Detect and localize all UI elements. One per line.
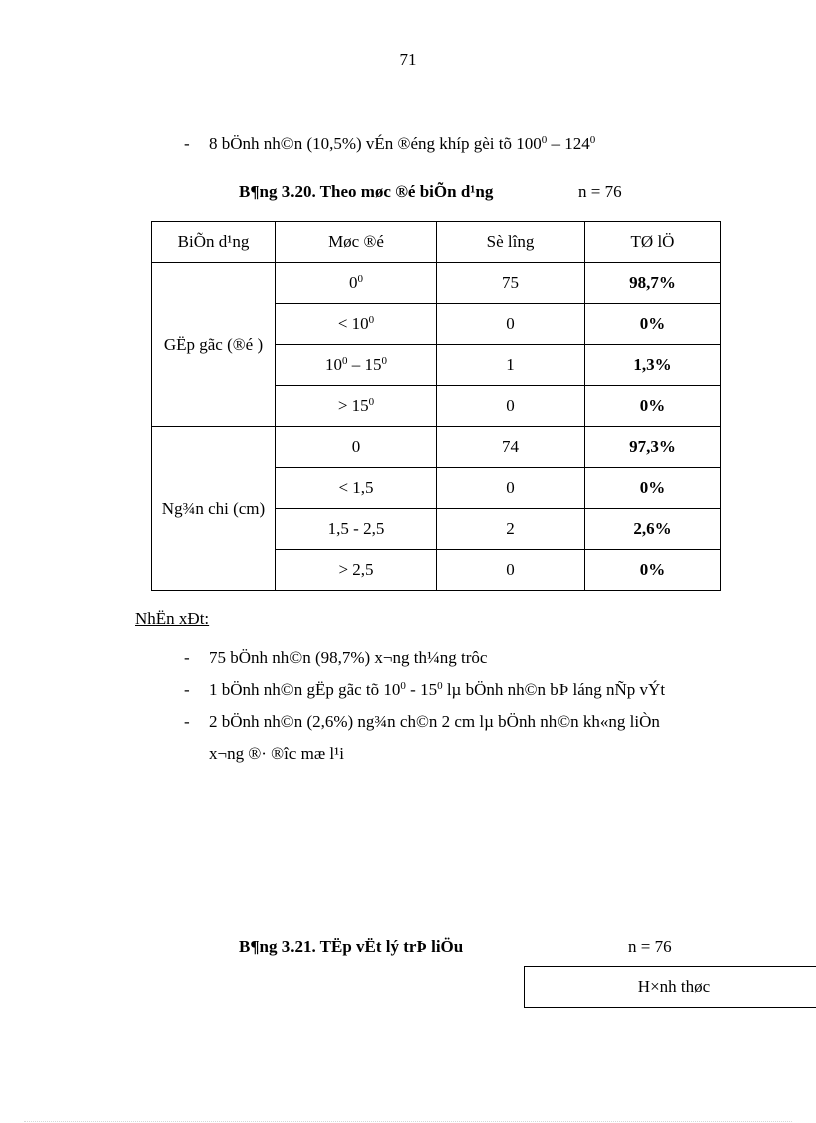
count-cell: 74 xyxy=(437,427,585,468)
rate-cell: 0% xyxy=(585,304,721,345)
header-cell: Sè lîng xyxy=(437,222,585,263)
remark-item: 2 bÖnh nh©n (2,6%) ng¾n ch©n 2 cm lµ bÖnh nh©n kh«ng liÒn xyxy=(209,712,660,731)
level-cell: < $10^0$ xyxy=(276,304,437,345)
bullet-dash: - xyxy=(184,680,190,699)
level-cell: 1,5 - 2,5 xyxy=(276,509,437,550)
header-cell: Møc ®é xyxy=(276,222,437,263)
rate-cell: 1,3% xyxy=(585,345,721,386)
intro-bullet-text: 8 bÖnh nh©n (10,5%) vÉn ®éng khíp gèi tõ $100^0 - 124^0$ xyxy=(209,134,596,153)
table-20-n-label: n = 76 xyxy=(578,182,622,201)
rate-cell: 0% xyxy=(585,386,721,427)
group-label-shortening: Ng¾n chi (cm) xyxy=(152,427,276,591)
page-number: 71 xyxy=(399,50,417,69)
bullet-dash: - xyxy=(184,648,190,667)
table-21-caption: B¶ng 3.21. TËp vËt lý trÞ liÖu xyxy=(239,937,464,956)
count-cell: 0 xyxy=(437,386,585,427)
table-header-row xyxy=(152,222,721,263)
rate-cell: 0% xyxy=(585,468,721,509)
rate-cell: 2,6% xyxy=(585,509,721,550)
count-cell: 0 xyxy=(437,304,585,345)
header-cell: BiÕn d¹ng xyxy=(152,222,276,263)
count-cell: 0 xyxy=(437,468,585,509)
remark-item: 1 bÖnh nh©n gËp gãc tõ $10^0 - 15^0$ lµ bÖnh nh©n bÞ láng nÑp vÝt xyxy=(209,680,666,699)
rate-cell: 0% xyxy=(585,550,721,591)
table-20 xyxy=(151,221,721,591)
table-21-n-label: n = 76 xyxy=(628,937,672,956)
table-20-caption: B¶ng 3.20. Theo møc ®é biÕn d¹ng xyxy=(239,182,494,201)
level-cell: 0 xyxy=(276,427,437,468)
remark-item: 75 bÖnh nh©n (98,7%) x¬ng th¼ng trôc xyxy=(209,648,488,667)
count-cell: 2 xyxy=(437,509,585,550)
level-cell: > 2,5 xyxy=(276,550,437,591)
level-cell: $10^0 - 15^0$ xyxy=(276,345,437,386)
count-cell: 1 xyxy=(437,345,585,386)
bullet-dash: - xyxy=(184,712,190,731)
remarks-title: NhËn xÐt: xyxy=(135,609,210,628)
table-21-header-cell: H×nh thøc xyxy=(524,966,816,1008)
count-cell: 75 xyxy=(437,263,585,304)
level-cell: $0^0$ xyxy=(276,263,437,304)
table-row xyxy=(152,263,721,304)
level-cell: < 1,5 xyxy=(276,468,437,509)
rate-cell: 98,7% xyxy=(585,263,721,304)
header-cell: TØ lÖ xyxy=(585,222,721,263)
remark-item-continuation: x¬ng ®· ®îc mæ l¹i xyxy=(209,744,344,763)
group-label-angle: GËp gãc (®é ) xyxy=(152,263,276,427)
table-row xyxy=(152,427,721,468)
level-cell: > $15^0$ xyxy=(276,386,437,427)
rate-cell: 97,3% xyxy=(585,427,721,468)
page-edge-divider xyxy=(24,1121,792,1122)
count-cell: 0 xyxy=(437,550,585,591)
bullet-dash: - xyxy=(184,134,190,153)
